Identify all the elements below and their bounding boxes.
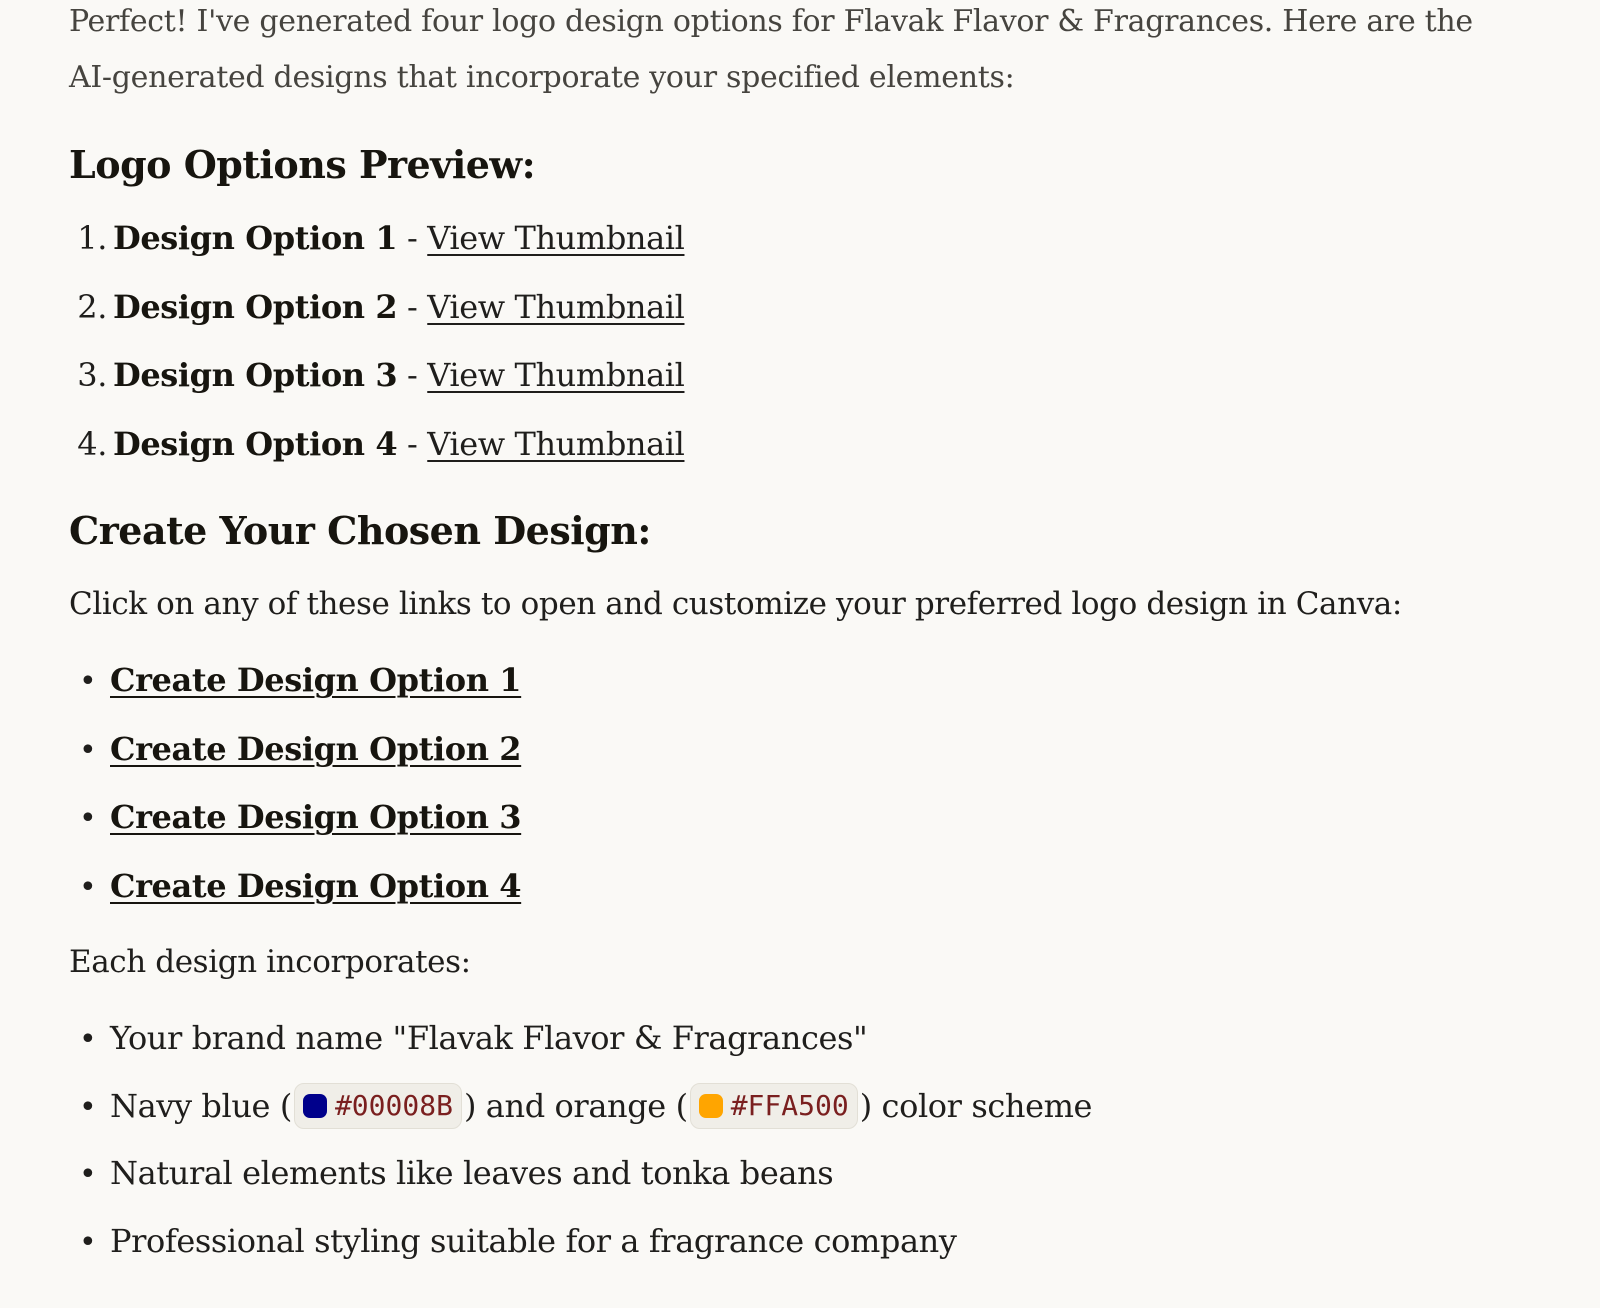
create-design-link-1[interactable]: Create Design Option 1 bbox=[110, 661, 522, 699]
intro-line-1: Perfect! I've generated four logo design options for Flavak Flavor & Fragrances. Here are the bbox=[69, 4, 1473, 39]
bullet-icon: • bbox=[79, 732, 97, 768]
thumbnail-list-item bbox=[69, 351, 684, 420]
orange-hex-code: #FFA500 bbox=[730, 1089, 849, 1122]
bullet-icon: • bbox=[79, 1224, 97, 1260]
color-prefix: Navy blue ( bbox=[110, 1086, 292, 1125]
bullet-icon: • bbox=[79, 1022, 97, 1057]
professional-styling-text: Professional styling suitable for a fragrance company bbox=[110, 1221, 957, 1260]
orange-color-chip bbox=[690, 1083, 858, 1129]
thumbnail-list-item bbox=[69, 420, 684, 489]
create-instruction-text: Click on any of these links to open and customize your preferred logo design in Canva: bbox=[69, 586, 1402, 622]
list-number: 1. bbox=[77, 219, 107, 257]
bullet-icon: • bbox=[79, 801, 97, 836]
create-links-list bbox=[69, 656, 521, 930]
navy-swatch-icon bbox=[303, 1094, 327, 1118]
separator: - bbox=[397, 287, 428, 326]
list-item bbox=[69, 793, 521, 862]
natural-elements-text: Natural elements like leaves and tonka beans bbox=[110, 1154, 834, 1192]
list-item bbox=[69, 1149, 1092, 1217]
view-thumbnail-link-3[interactable]: View Thumbnail bbox=[427, 356, 685, 394]
list-item bbox=[69, 1014, 1092, 1082]
thumbnail-list bbox=[69, 214, 684, 488]
color-suffix: ) color scheme bbox=[859, 1086, 1093, 1125]
create-design-link-4[interactable]: Create Design Option 4 bbox=[110, 866, 522, 905]
thumbnail-list-item bbox=[69, 214, 684, 283]
separator: - bbox=[397, 424, 428, 463]
color-scheme-text bbox=[110, 1082, 1092, 1132]
intro-line-2: AI-generated designs that incorporate your specified elements: bbox=[69, 60, 1015, 95]
orange-swatch-icon bbox=[699, 1094, 723, 1118]
logo-options-heading: Logo Options Preview: bbox=[69, 142, 536, 187]
navy-hex-code: #00008B bbox=[334, 1089, 453, 1122]
thumbnail-list-item bbox=[69, 283, 684, 352]
design-option-title: Design Option 2 bbox=[113, 287, 398, 326]
create-design-heading: Create Your Chosen Design: bbox=[69, 508, 651, 553]
separator: - bbox=[397, 219, 428, 257]
bullet-icon: • bbox=[79, 869, 97, 905]
design-option-title: Design Option 4 bbox=[113, 424, 398, 463]
list-item bbox=[69, 725, 521, 794]
create-design-link-3[interactable]: Create Design Option 3 bbox=[110, 798, 522, 836]
list-item bbox=[69, 656, 521, 725]
navy-color-chip bbox=[294, 1083, 462, 1129]
bullet-icon: • bbox=[79, 664, 97, 699]
chat-message bbox=[69, 0, 1569, 1260]
color-middle: ) and orange ( bbox=[463, 1086, 688, 1125]
list-item bbox=[69, 1217, 1092, 1285]
view-thumbnail-link-4[interactable]: View Thumbnail bbox=[427, 424, 685, 463]
incorporates-intro: Each design incorporates: bbox=[69, 944, 471, 980]
intro-paragraph bbox=[69, 0, 1569, 106]
list-item bbox=[69, 1082, 1092, 1150]
separator: - bbox=[397, 356, 428, 394]
incorporates-list bbox=[69, 1014, 1092, 1284]
list-number: 4. bbox=[77, 424, 107, 463]
list-item bbox=[69, 862, 521, 931]
list-number: 3. bbox=[77, 356, 107, 394]
design-option-title: Design Option 3 bbox=[113, 356, 398, 394]
view-thumbnail-link-2[interactable]: View Thumbnail bbox=[427, 287, 685, 326]
create-design-link-2[interactable]: Create Design Option 2 bbox=[110, 729, 522, 768]
view-thumbnail-link-1[interactable]: View Thumbnail bbox=[427, 219, 685, 257]
list-number: 2. bbox=[77, 287, 107, 326]
design-option-title: Design Option 1 bbox=[113, 219, 398, 257]
brand-name-text: Your brand name "Flavak Flavor & Fragrances" bbox=[110, 1019, 868, 1057]
bullet-icon: • bbox=[79, 1157, 97, 1192]
bullet-icon: • bbox=[79, 1089, 97, 1125]
